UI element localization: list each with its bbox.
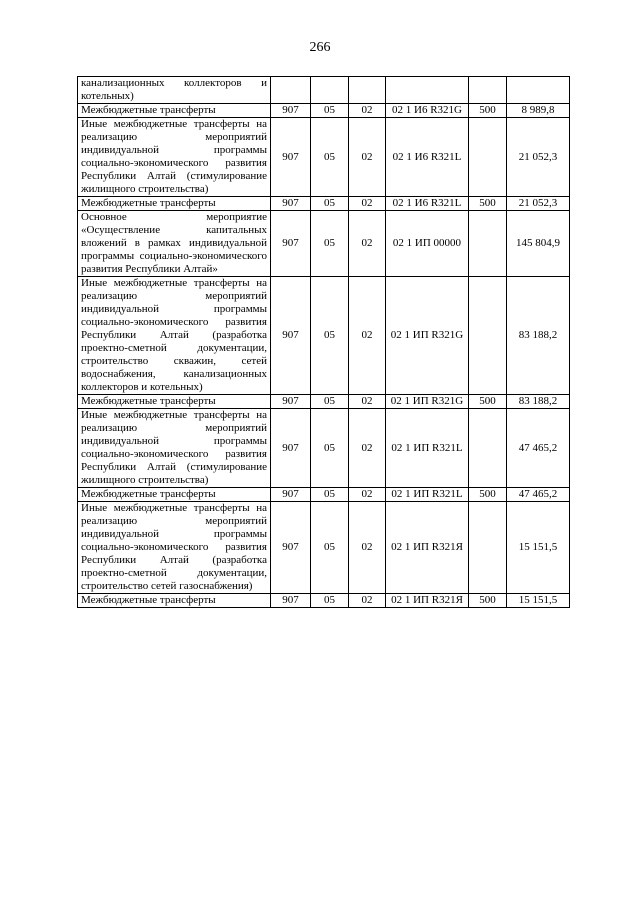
row-vr bbox=[469, 77, 507, 104]
row-sum: 83 188,2 bbox=[507, 395, 570, 409]
row-cs: 02 1 ИП R321G bbox=[386, 395, 469, 409]
row-rz: 05 bbox=[311, 594, 349, 608]
row-pr: 02 bbox=[349, 104, 386, 118]
row-gr: 907 bbox=[271, 104, 311, 118]
row-rz: 05 bbox=[311, 197, 349, 211]
table-row bbox=[78, 104, 570, 118]
row-name: Иные межбюджетные трансферты на реализацию мероприятий индивидуальной программы социально-экономического развития Республики Алтай (разработка проектно-сметной документации, строительство скважин, сетей водоснабжения, канализационных коллекторов и котельных) bbox=[78, 277, 271, 395]
row-rz: 05 bbox=[311, 488, 349, 502]
row-gr: 907 bbox=[271, 594, 311, 608]
row-cs: 02 1 И6 R321L bbox=[386, 118, 469, 197]
table-row bbox=[78, 211, 570, 277]
row-rz: 05 bbox=[311, 118, 349, 197]
table-row bbox=[78, 197, 570, 211]
row-pr: 02 bbox=[349, 488, 386, 502]
row-gr: 907 bbox=[271, 211, 311, 277]
table-row bbox=[78, 502, 570, 594]
row-cs: 02 1 ИП R321L bbox=[386, 488, 469, 502]
row-vr bbox=[469, 409, 507, 488]
row-pr: 02 bbox=[349, 395, 386, 409]
row-gr: 907 bbox=[271, 118, 311, 197]
row-name: Межбюджетные трансферты bbox=[78, 197, 271, 211]
row-pr: 02 bbox=[349, 409, 386, 488]
row-cs: 02 1 ИП R321Я bbox=[386, 502, 469, 594]
row-gr bbox=[271, 77, 311, 104]
row-vr: 500 bbox=[469, 104, 507, 118]
row-pr: 02 bbox=[349, 594, 386, 608]
row-cs bbox=[386, 77, 469, 104]
row-vr: 500 bbox=[469, 488, 507, 502]
row-name: канализационных коллекторов и котельных) bbox=[78, 77, 271, 104]
row-sum: 83 188,2 bbox=[507, 277, 570, 395]
row-rz: 05 bbox=[311, 502, 349, 594]
row-sum: 47 465,2 bbox=[507, 488, 570, 502]
row-vr: 500 bbox=[469, 197, 507, 211]
row-pr: 02 bbox=[349, 502, 386, 594]
table-row bbox=[78, 77, 570, 104]
row-vr bbox=[469, 502, 507, 594]
row-cs: 02 1 И6 R321G bbox=[386, 104, 469, 118]
row-vr: 500 bbox=[469, 594, 507, 608]
row-name: Межбюджетные трансферты bbox=[78, 104, 271, 118]
row-sum bbox=[507, 77, 570, 104]
row-sum: 15 151,5 bbox=[507, 502, 570, 594]
row-sum: 21 052,3 bbox=[507, 197, 570, 211]
row-gr: 907 bbox=[271, 197, 311, 211]
row-sum: 21 052,3 bbox=[507, 118, 570, 197]
row-sum: 145 804,9 bbox=[507, 211, 570, 277]
row-gr: 907 bbox=[271, 409, 311, 488]
row-vr: 500 bbox=[469, 395, 507, 409]
row-cs: 02 1 И6 R321L bbox=[386, 197, 469, 211]
row-pr bbox=[349, 77, 386, 104]
row-sum: 15 151,5 bbox=[507, 594, 570, 608]
table-row bbox=[78, 118, 570, 197]
row-gr: 907 bbox=[271, 488, 311, 502]
row-name: Межбюджетные трансферты bbox=[78, 395, 271, 409]
budget-table-body bbox=[78, 77, 570, 608]
row-sum: 8 989,8 bbox=[507, 104, 570, 118]
row-sum: 47 465,2 bbox=[507, 409, 570, 488]
page-number: 266 bbox=[309, 40, 331, 55]
row-pr: 02 bbox=[349, 211, 386, 277]
row-pr: 02 bbox=[349, 277, 386, 395]
row-pr: 02 bbox=[349, 197, 386, 211]
table-row bbox=[78, 488, 570, 502]
row-cs: 02 1 ИП R321Я bbox=[386, 594, 469, 608]
row-cs: 02 1 ИП R321G bbox=[386, 277, 469, 395]
row-cs: 02 1 ИП R321L bbox=[386, 409, 469, 488]
row-gr: 907 bbox=[271, 395, 311, 409]
row-rz: 05 bbox=[311, 104, 349, 118]
table-row bbox=[78, 277, 570, 395]
row-name: Межбюджетные трансферты bbox=[78, 594, 271, 608]
row-name: Межбюджетные трансферты bbox=[78, 488, 271, 502]
table-row bbox=[78, 395, 570, 409]
row-vr bbox=[469, 211, 507, 277]
budget-table bbox=[77, 76, 570, 608]
table-row bbox=[78, 409, 570, 488]
row-gr: 907 bbox=[271, 502, 311, 594]
row-rz: 05 bbox=[311, 395, 349, 409]
row-pr: 02 bbox=[349, 118, 386, 197]
row-name: Основное мероприятие «Осуществление капитальных вложений в рамках индивидуальной программы социально-экономического развития Республики Алтай» bbox=[78, 211, 271, 277]
table-row bbox=[78, 594, 570, 608]
row-rz bbox=[311, 77, 349, 104]
row-name: Иные межбюджетные трансферты на реализацию мероприятий индивидуальной программы социально-экономического развития Республики Алтай (стимулирование жилищного строительства) bbox=[78, 409, 271, 488]
row-rz: 05 bbox=[311, 277, 349, 395]
row-name: Иные межбюджетные трансферты на реализацию мероприятий индивидуальной программы социально-экономического развития Республики Алтай (стимулирование жилищного строительства) bbox=[78, 118, 271, 197]
row-vr bbox=[469, 118, 507, 197]
row-rz: 05 bbox=[311, 409, 349, 488]
row-name: Иные межбюджетные трансферты на реализацию мероприятий индивидуальной программы социально-экономического развития Республики Алтай (разработка проектно-сметной документации, строительство сетей газоснабжения) bbox=[78, 502, 271, 594]
row-vr bbox=[469, 277, 507, 395]
row-rz: 05 bbox=[311, 211, 349, 277]
row-cs: 02 1 ИП 00000 bbox=[386, 211, 469, 277]
row-gr: 907 bbox=[271, 277, 311, 395]
